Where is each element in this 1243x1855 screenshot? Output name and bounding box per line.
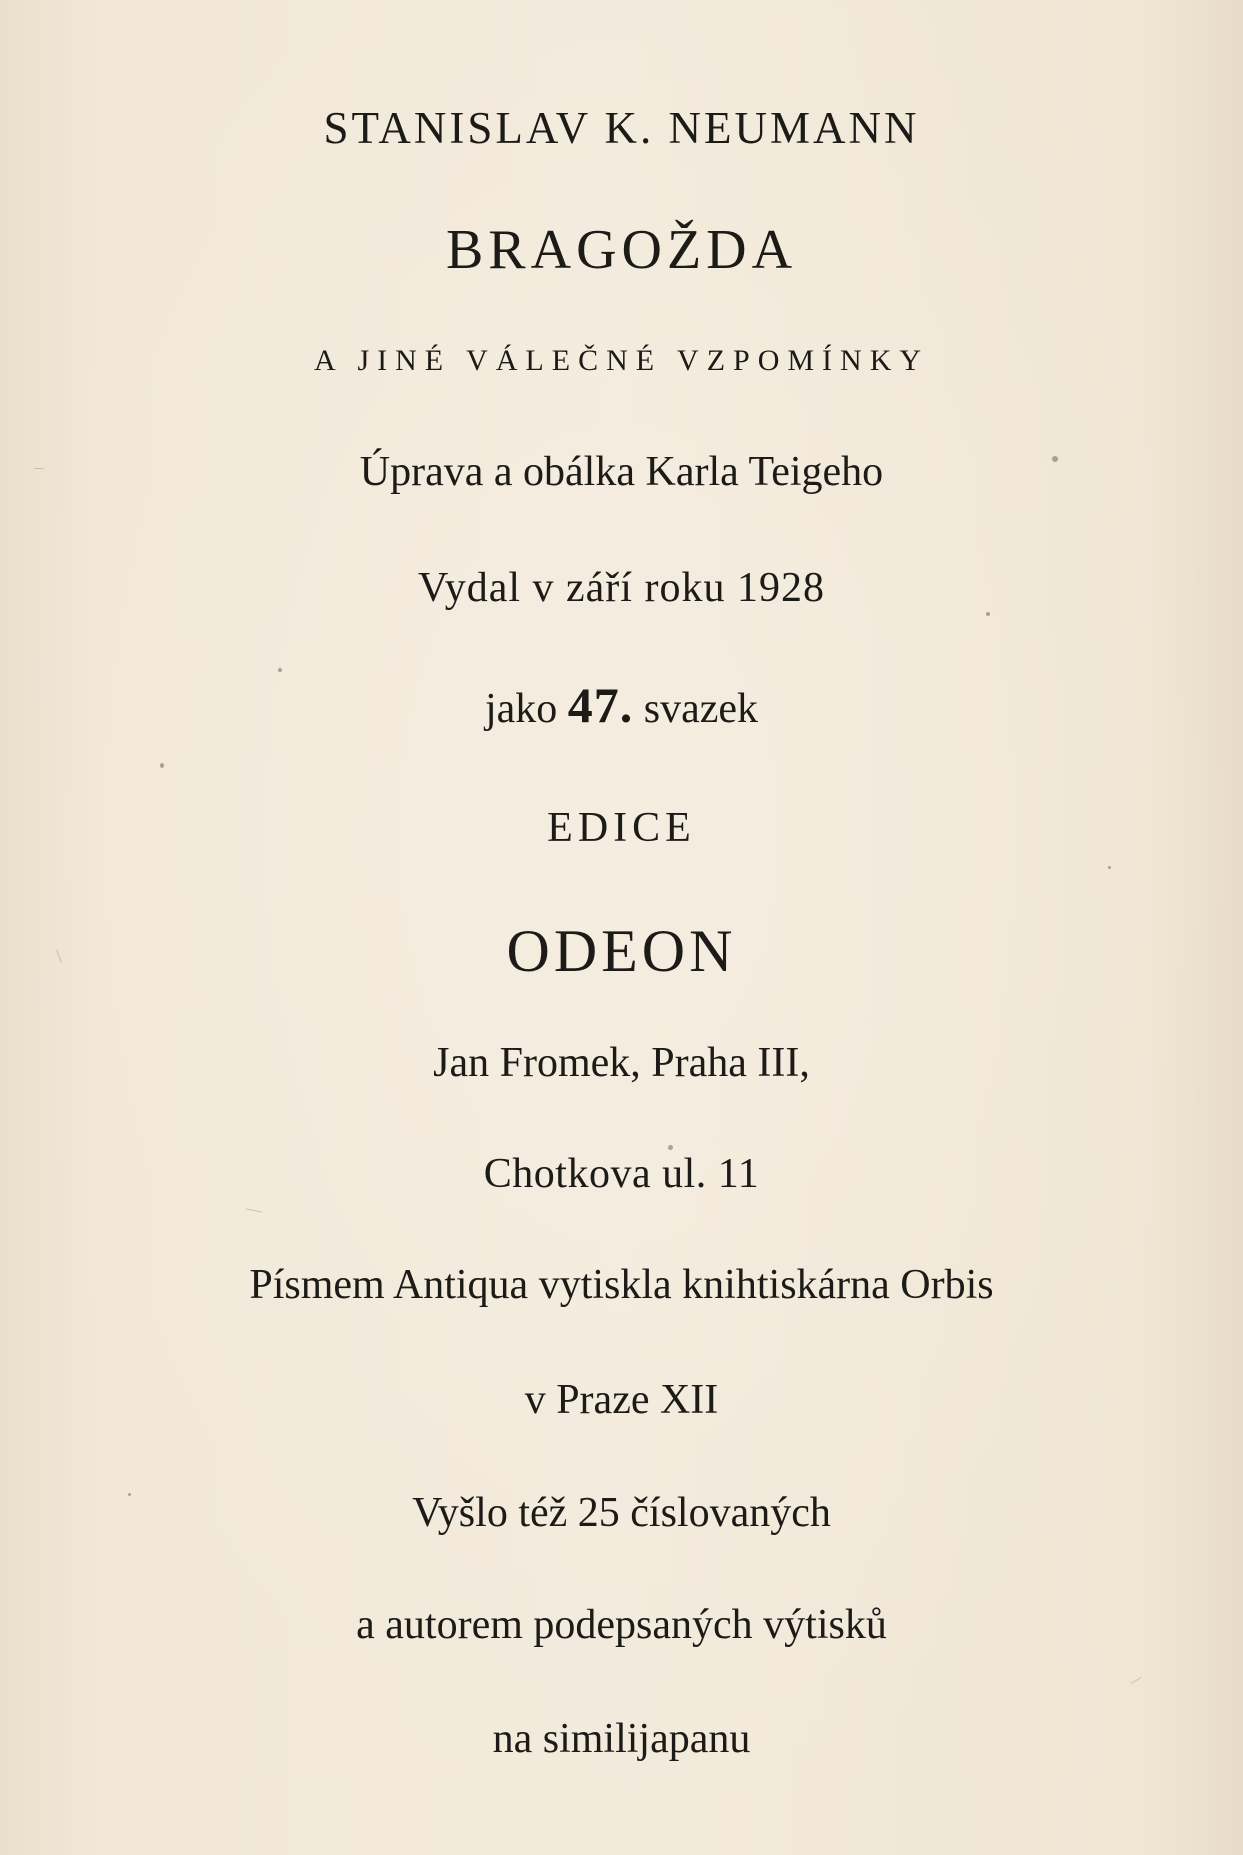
issue-date: Vydal v září roku 1928 xyxy=(418,565,825,611)
printer-city: v Praze XII xyxy=(524,1377,719,1423)
printer-credit: Písmem Antiqua vytiskla knihtiskárna Orbis xyxy=(249,1262,994,1308)
special-edition-note: Vyšlo též 25 číslovaných xyxy=(412,1490,831,1536)
volume-suffix: svazek xyxy=(643,686,759,732)
signed-copies-note: a autorem podepsaných výtisků xyxy=(356,1602,887,1648)
paper-speck xyxy=(1052,456,1058,462)
paper-fiber xyxy=(34,468,44,469)
paper-speck xyxy=(1108,866,1111,869)
series-label: EDICE xyxy=(547,805,696,851)
volume-number: 47. xyxy=(567,677,634,733)
paper-fiber xyxy=(246,1208,262,1212)
series-name: ODEON xyxy=(506,918,737,984)
publisher-name: Jan Fromek, Praha III, xyxy=(433,1040,810,1086)
publisher-address: Chotkova ul. 11 xyxy=(483,1151,760,1197)
paper-fiber xyxy=(1131,1677,1142,1684)
volume-line xyxy=(0,677,1243,733)
paper-speck xyxy=(278,668,282,672)
paper-speck xyxy=(128,1493,131,1496)
paper-speck xyxy=(668,1145,673,1150)
volume-prefix: jako xyxy=(484,686,558,732)
paper-note: na similijapanu xyxy=(492,1716,751,1762)
book-title: BRAGOŽDA xyxy=(445,219,798,281)
paper-speck xyxy=(986,612,990,616)
design-credit: Úprava a obálka Karla Teigeho xyxy=(359,449,884,495)
paper-speck xyxy=(160,763,164,768)
book-subtitle: A JINÉ VÁLEČNÉ VZPOMÍNKY xyxy=(313,344,930,377)
author-name: STANISLAV K. NEUMANN xyxy=(323,103,920,153)
